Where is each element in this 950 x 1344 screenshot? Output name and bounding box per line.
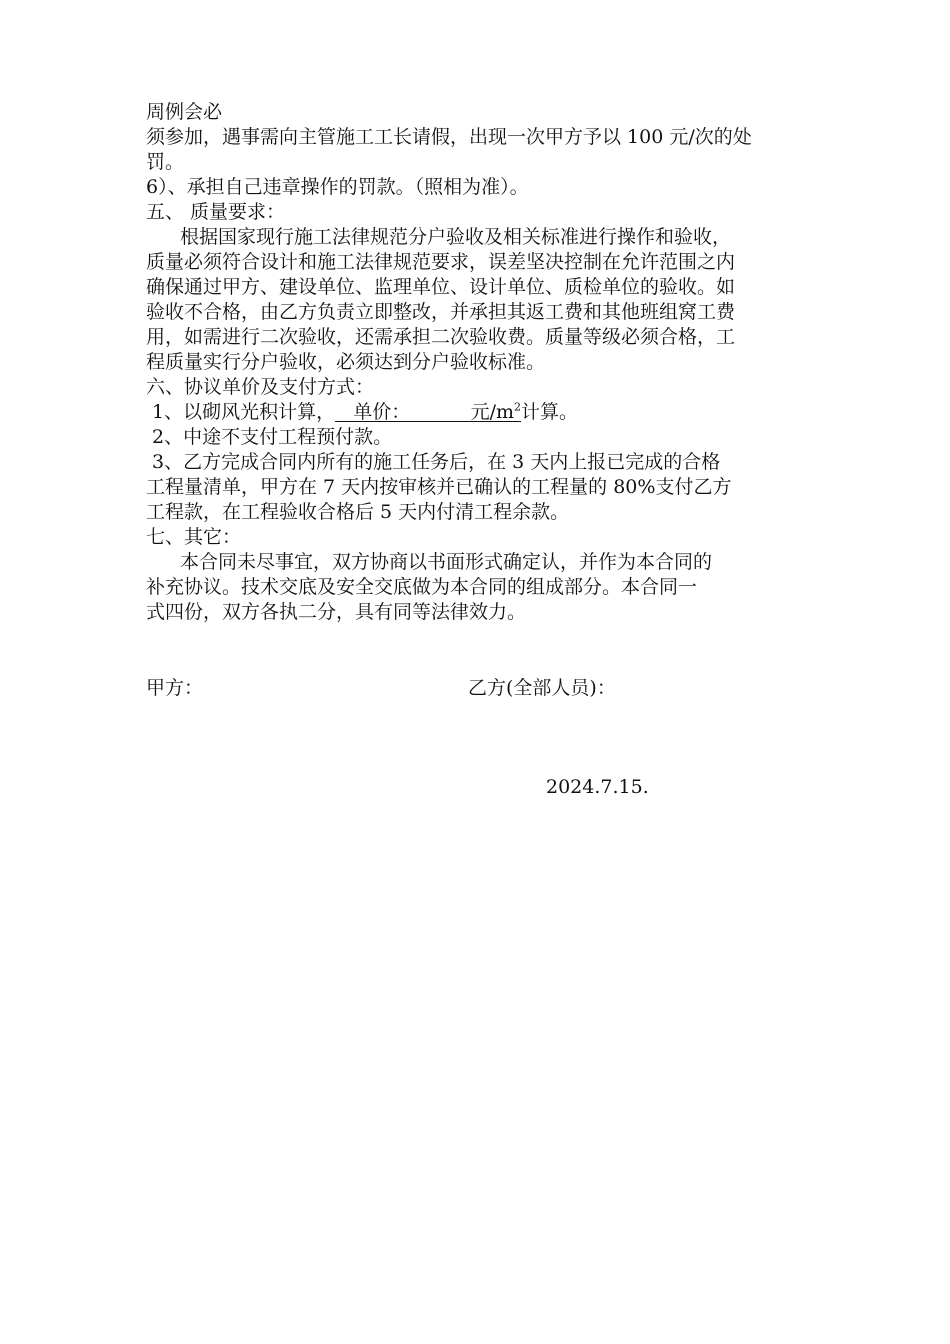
text-line: 补充协议。技术交底及安全交底做为本合同的组成部分。本合同一 <box>146 576 698 598</box>
text-line: 工程量清单，甲方在 7 天内按审核并已确认的工程量的 80%支付乙方 <box>146 476 732 498</box>
price-line <box>152 400 578 424</box>
party-a-label: 甲方： <box>146 677 204 699</box>
text-line: 周例会必 <box>146 101 223 123</box>
text-line: 本合同未尽事宜，双方协商以书面形式确定认，并作为本合同的 <box>180 551 713 573</box>
text-line: 须参加，遇事需向主管施工工长请假，出现一次甲方予以 100 元/次的处 <box>146 126 752 148</box>
price-unit-sup: 2 <box>514 400 522 414</box>
price-underlined: 单价： 元/m <box>335 401 515 423</box>
section-heading: 五、 质量要求： <box>146 201 286 223</box>
text-line: 验收不合格，由乙方负责立即整改，并承担其返工费和其他班组窝工费 <box>146 301 736 323</box>
text-line: 程质量实行分户验收，必须达到分户验收标准。 <box>146 351 546 373</box>
text-line: 罚。 <box>146 151 185 173</box>
party-b-label: 乙方(全部人员)： <box>468 677 616 699</box>
section-heading: 七、其它： <box>146 526 242 548</box>
text-line: 根据国家现行施工法律规范分户验收及相关标准进行操作和验收， <box>180 226 732 248</box>
text-line: 6）、承担自己违章操作的罚款。（照相为准）。 <box>146 176 529 198</box>
text-line: 式四份，双方各执二分，具有同等法律效力。 <box>146 601 527 623</box>
text-line: 用，如需进行二次验收，还需承担二次验收费。质量等级必须合格，工 <box>146 326 736 348</box>
price-blank <box>335 401 521 423</box>
price-suffix: 计算。 <box>521 401 579 423</box>
signing-date: 2024.7.15. <box>546 776 649 798</box>
section-heading: 六、协议单价及支付方式： <box>146 376 375 398</box>
text-line: 2、中途不支付工程预付款。 <box>152 426 393 448</box>
text-line: 质量必须符合设计和施工法律规范要求，误差坚决控制在允许范围之内 <box>146 251 736 273</box>
text-line: 工程款，在工程验收合格后 5 天内付清工程余款。 <box>146 501 570 523</box>
price-prefix: 1、以砌风光积计算， <box>152 401 336 423</box>
text-line: 3、乙方完成合同内所有的施工任务后，在 3 天内上报已完成的合格 <box>152 451 721 473</box>
text-line: 确保通过甲方、建设单位、监理单位、设计单位、质检单位的验收。如 <box>146 276 736 298</box>
